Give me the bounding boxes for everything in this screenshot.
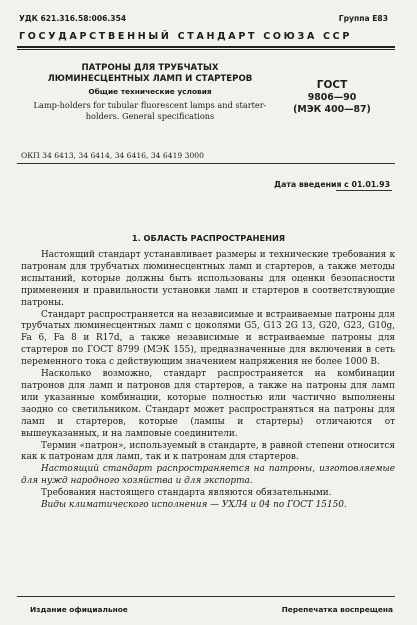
title-english: Lamp-holders for tubular fluorescent lamps and starter-holders. General specifications <box>33 100 267 121</box>
footer-rule <box>17 596 395 597</box>
footer-reprint-notice: Перепечатка воспрещена <box>281 605 393 614</box>
okp-rule <box>17 163 395 164</box>
title-russian: ПАТРОНЫ ДЛЯ ТРУБЧАТЫХ ЛЮМИНЕСЦЕНТНЫХ ЛАМП И СТАРТЕРОВ <box>47 63 253 84</box>
gost-label: ГОСТ <box>316 79 348 91</box>
okp-codes: ОКП 34 6413, 34 6414, 34 6416, 34 6419 3000 <box>21 151 204 160</box>
standard-heading: ГОСУДАРСТВЕННЫЙ СТАНДАРТ СОЮЗА ССР <box>19 31 353 42</box>
udk-code: УДК 621.316.58:006.354 <box>19 14 127 23</box>
group-code: Группа Е83 <box>338 14 388 23</box>
footer-official-edition: Издание официальное <box>30 605 128 614</box>
header-rule-thin <box>17 49 395 50</box>
paragraph: Требования настоящего стандарта являются обязательными. <box>41 488 332 499</box>
introduction-date: Дата введения с 01.01.93 <box>274 180 390 189</box>
paragraph: Настоящий стандарт устанавливает размеры и технические требования к патронам для трубчатых люминесцентных ламп и стартеров, а также методы испытаний, которые должны быть использованы для оценки безопасности применения и правильности установки ламп и стартеров в соответствующие патроны. <box>21 250 395 308</box>
gost-number: 9806—90 <box>307 92 357 103</box>
iec-reference: (МЭК 400—87) <box>293 104 371 115</box>
date-underline <box>336 190 392 191</box>
paragraph: Термин «патрон», используемый в стандарте, в равной степени относится как к патронам для ламп, так и к патронам для стартеров. <box>21 440 395 463</box>
paragraph-italic: Настоящий стандарт распространяется на патроны, изготовляемые для нужд народного хозяйства и для экспорта. <box>21 464 395 487</box>
paragraph: Стандарт распространяется на независимые и встраиваемые патроны для трубчатых люминесцентных ламп с цоколями G5, G13 2G 13, G20, G23, G10g, Fa 6, Fa 8 и R17d, а также независимые и встраиваемые патроны для стартеров по ГОСТ 8799 (МЭК 155), предназначенные для включения в сеть переменного тока с действующим значением напряжения не более 1000 В. <box>21 309 395 368</box>
paragraph-italic: Виды климатического исполнения — УХЛ4 и 04 по ГОСТ 15150. <box>41 500 347 511</box>
body-text <box>21 250 395 512</box>
header-rule-thick <box>17 46 395 48</box>
paragraph: Насколько возможно, стандарт распространяется на комбинации патронов для ламп и патронов для стартеров, а также на патроны для ламп или указанные комбинации, которые полностью или частично выполнены заодно со светильником. Стандарт может распространяться на патроны для ламп и стартеров, которые (лампы и стартеры) отличаются от вышеуказанных, и на ламповые соединители. <box>21 369 395 439</box>
section-title: 1. ОБЛАСТЬ РАСПРОСТРАНЕНИЯ <box>131 233 286 243</box>
subtitle-russian: Общие технические условия <box>88 87 212 96</box>
